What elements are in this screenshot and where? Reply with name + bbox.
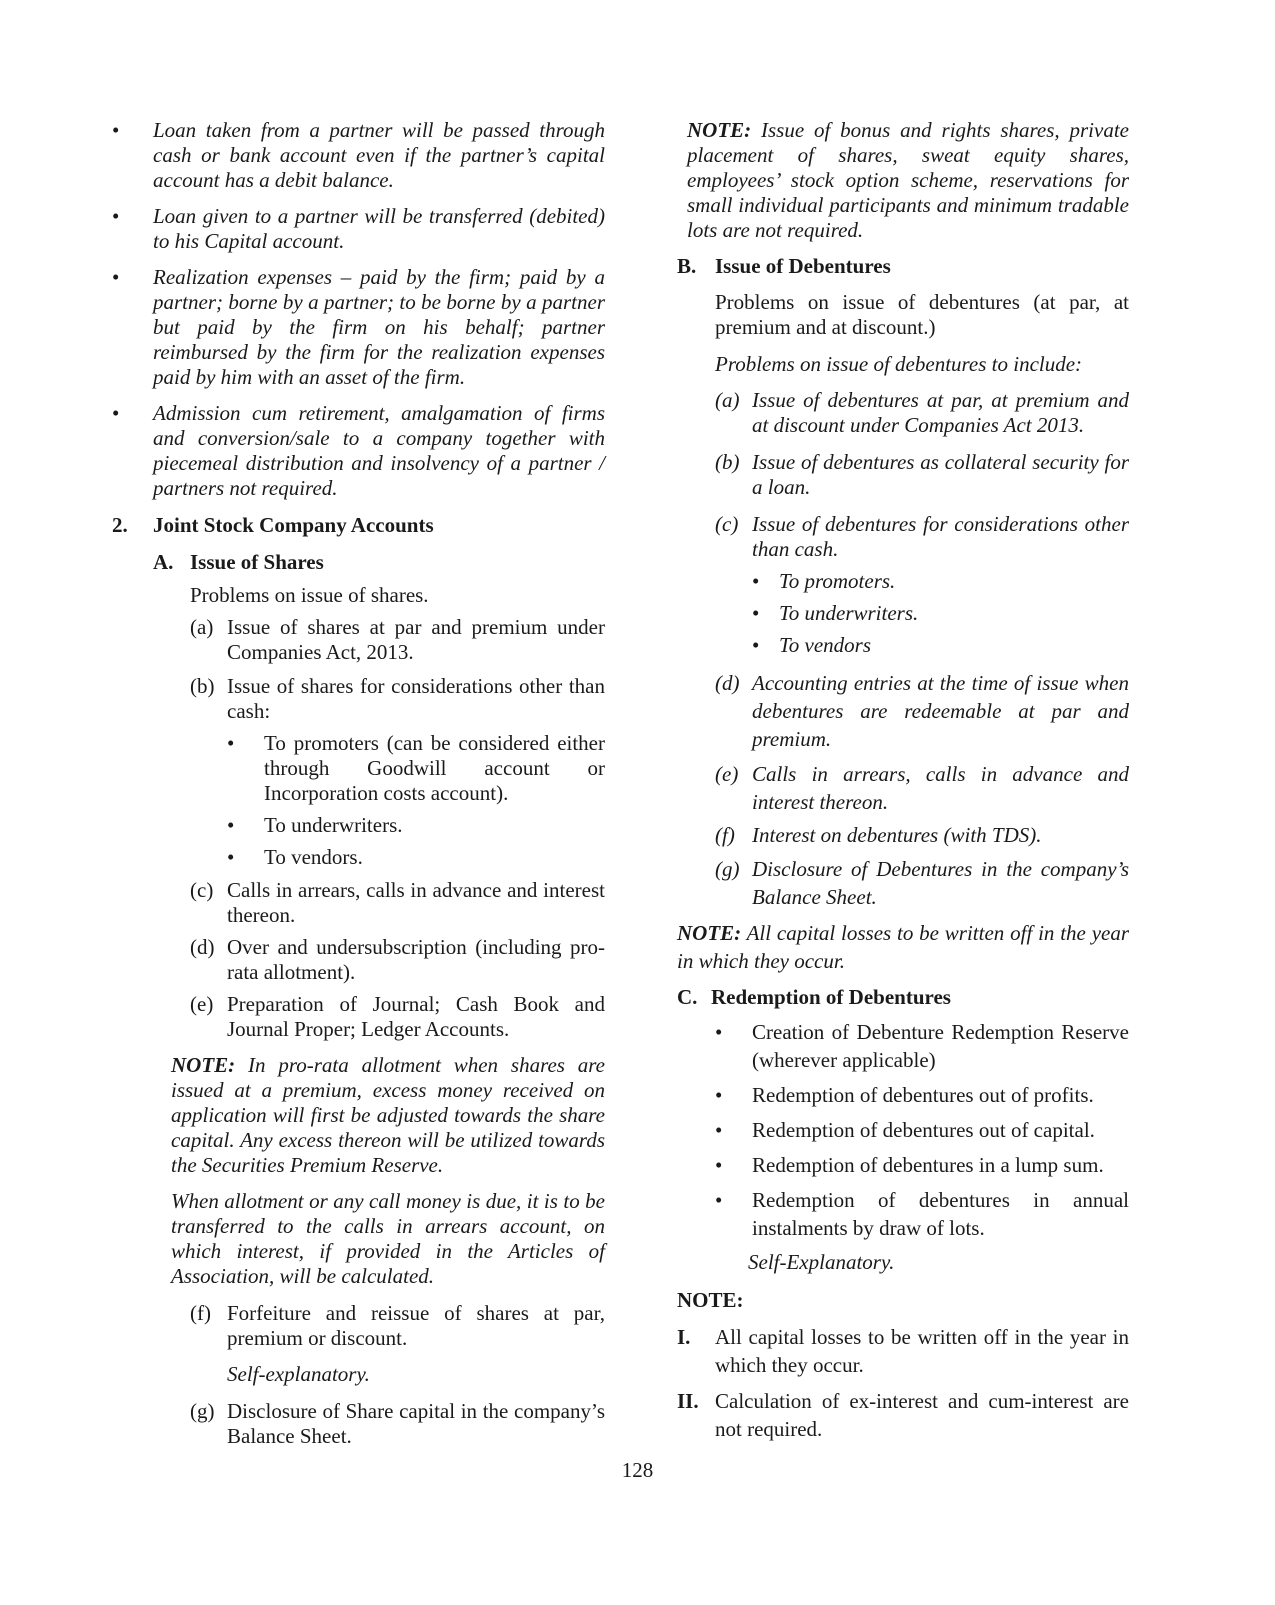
note-text: All capital losses to be written off in the year in which they occur. [677, 921, 1130, 973]
note-label: NOTE: [171, 1053, 236, 1077]
item-text: Issue of debentures as collateral security for a loan. [752, 450, 1129, 499]
bullet-icon: • [715, 1083, 723, 1107]
item-text: Issue of debentures at par, at premium and at discount under Companies Act 2013. [752, 388, 1129, 437]
list-item [715, 512, 1129, 562]
bullet-text: Loan taken from a partner will be passed through cash or bank account even if the partner’s capital account has a debit balance. [153, 118, 605, 192]
item-label: (d) [715, 671, 740, 695]
list-item [752, 633, 1129, 658]
list-item [715, 1116, 1129, 1144]
list-item [715, 760, 1129, 816]
self-explanatory-text: Self-explanatory. [227, 1362, 370, 1386]
bullet-icon: • [112, 118, 120, 142]
list-item [112, 401, 605, 501]
item-text: Issue of shares at par and premium under Companies Act, 2013. [227, 615, 605, 664]
list-item [190, 615, 605, 665]
list-item [715, 388, 1129, 438]
list-item [190, 674, 605, 724]
item-text: Over and undersubscription (including pro-rata allotment). [227, 935, 605, 984]
item-label: (a) [190, 615, 214, 639]
bullet-icon: • [227, 845, 235, 869]
list-item [190, 935, 605, 985]
bullet-icon: • [112, 265, 120, 289]
item-text: Disclosure of Share capital in the company’s Balance Sheet. [227, 1399, 605, 1448]
bullet-text: To underwriters. [779, 601, 919, 625]
page-number: 128 [621, 1458, 654, 1482]
list-item [190, 878, 605, 928]
bullet-icon: • [715, 1118, 723, 1142]
item-label: (e) [715, 762, 739, 786]
note-paragraph [171, 1053, 605, 1178]
bullet-icon: • [752, 601, 760, 625]
note-text: In pro-rata allotment when shares are issued at a premium, excess money received on application will first be adjusted towards the share capital. Any excess thereon will be utilized towards the Securities Premium Reserve. [171, 1053, 606, 1177]
subsection-title: Issue of Debentures [715, 254, 891, 278]
list-item [227, 845, 605, 870]
item-text: All capital losses to be written off in the year in which they occur. [715, 1325, 1129, 1377]
item-label: (f) [190, 1301, 211, 1325]
item-text: Accounting entries at the time of issue when debentures are redeemable at par and premium. [752, 671, 1129, 751]
list-item [112, 265, 605, 390]
list-item [715, 1151, 1129, 1179]
list-item [715, 855, 1129, 911]
bullet-text: To underwriters. [264, 813, 403, 837]
bullet-icon: • [715, 1020, 723, 1044]
subsection-letter: C. [677, 985, 698, 1009]
intro-text: Problems on issue of shares. [190, 583, 429, 607]
list-item [190, 1399, 605, 1449]
subsection-title: Issue of Shares [190, 550, 324, 574]
item-text: Calls in arrears, calls in advance and interest thereon. [227, 878, 605, 927]
list-item [715, 1018, 1129, 1074]
right-column [677, 118, 1129, 1443]
bullet-text: Realization expenses – paid by the firm; paid by a partner; borne by a partner; to be borne by a partner but paid by the firm on his behalf; partner reimbursed by the firm for the realization expenses paid by him with an asset of the firm. [153, 265, 605, 389]
bullet-icon: • [227, 813, 235, 837]
list-item [715, 450, 1129, 500]
section-title: Joint Stock Company Accounts [153, 513, 434, 537]
item-label: (c) [715, 512, 739, 536]
subsection-c [715, 1018, 1129, 1276]
list-item [677, 1323, 1129, 1379]
bullet-text: To promoters (can be considered either through Goodwill account or Incorporation costs account). [264, 731, 605, 805]
bullet-icon: • [715, 1153, 723, 1177]
subsection-b [715, 290, 1129, 911]
item-label: (d) [190, 935, 215, 959]
list-item [190, 992, 605, 1042]
bullet-text: To promoters. [779, 569, 896, 593]
list-item [190, 1301, 605, 1351]
subsection-title: Redemption of Debentures [711, 985, 951, 1009]
bullet-icon: • [715, 1188, 723, 1212]
subsection-heading [677, 254, 1129, 279]
list-item [227, 731, 605, 806]
bullet-icon: • [112, 401, 120, 425]
item-numeral: I. [677, 1325, 691, 1349]
list-item [112, 204, 605, 254]
subsection-letter: A. [153, 550, 174, 574]
bullet-icon: • [112, 204, 120, 228]
subsection-a [153, 550, 605, 1449]
item-label: (e) [190, 992, 214, 1016]
bullet-icon: • [752, 569, 760, 593]
bullet-text: Loan given to a partner will be transferred (debited) to his Capital account. [153, 204, 605, 253]
item-label: (a) [715, 388, 740, 412]
note-paragraph [687, 118, 1129, 243]
bullet-text: Redemption of debentures out of capital. [752, 1118, 1095, 1142]
item-text: Issue of debentures for considerations other than cash. [752, 512, 1129, 561]
item-label: (b) [715, 450, 740, 474]
note-paragraph [677, 919, 1129, 975]
list-item [715, 823, 1129, 848]
item-text: Issue of shares for considerations other than cash: [227, 674, 605, 723]
item-label: (c) [190, 878, 214, 902]
note-paragraph-2: When allotment or any call money is due, it is to be transferred to the calls in arrears account, on which interest, if provided in the Articles of Association, will be calculated. [171, 1189, 605, 1288]
item-text: Calculation of ex-interest and cum-interest are not required. [715, 1389, 1129, 1441]
bullet-text: To vendors. [264, 845, 363, 869]
bullet-icon: • [227, 731, 235, 755]
left-column [112, 118, 605, 1449]
bullet-text: Redemption of debentures in a lump sum. [752, 1153, 1104, 1177]
list-item [227, 813, 605, 838]
subsection-letter: B. [677, 254, 697, 278]
item-text: Preparation of Journal; Cash Book and Journal Proper; Ledger Accounts. [227, 992, 605, 1041]
section-heading [112, 513, 605, 538]
note-label: NOTE: [677, 921, 742, 945]
bullet-text: Creation of Debenture Redemption Reserve (wherever applicable) [752, 1020, 1129, 1072]
note-text: Issue of bonus and rights shares, private placement of shares, sweat equity shares, employees’ stock option scheme, reservations for small individual participants and minimum tradable lots are not required. [687, 118, 1129, 242]
section-number: 2. [112, 513, 128, 537]
item-text: Interest on debentures (with TDS). [752, 823, 1042, 847]
list-item [752, 601, 1129, 626]
item-label: (f) [715, 823, 735, 847]
item-label: (g) [190, 1399, 215, 1423]
item-numeral: II. [677, 1389, 699, 1413]
list-item [715, 1081, 1129, 1109]
intro-text: Problems on issue of debentures (at par, at premium and at discount.) [715, 290, 1129, 339]
subsection-heading [153, 550, 605, 575]
note-label: NOTE: [687, 118, 752, 142]
item-text: Calls in arrears, calls in advance and interest thereon. [752, 762, 1129, 814]
bullet-text: Redemption of debentures out of profits. [752, 1083, 1094, 1107]
item-label: (g) [715, 857, 740, 881]
list-item [112, 118, 605, 193]
item-text: Disclosure of Debentures in the company’s Balance Sheet. [752, 857, 1129, 909]
note-heading: NOTE: [677, 1288, 744, 1312]
list-item [715, 669, 1129, 753]
list-item [752, 569, 1129, 594]
bullet-text: Redemption of debentures in annual instalments by draw of lots. [752, 1188, 1129, 1240]
item-text: Forfeiture and reissue of shares at par, premium or discount. [227, 1301, 605, 1350]
self-explanatory-text: Self-Explanatory. [748, 1250, 895, 1274]
bullet-text: Admission cum retirement, amalgamation of firms and conversion/sale to a company together with piecemeal distribution and insolvency of a partner / partners not required. [153, 401, 605, 500]
list-item [677, 1387, 1129, 1443]
list-item [715, 1186, 1129, 1242]
item-label: (b) [190, 674, 215, 698]
bullet-text: To vendors [779, 633, 871, 657]
subsection-heading [677, 985, 1129, 1010]
bullet-icon: • [752, 633, 760, 657]
intro-text-2: Problems on issue of debentures to include: [715, 352, 1083, 376]
